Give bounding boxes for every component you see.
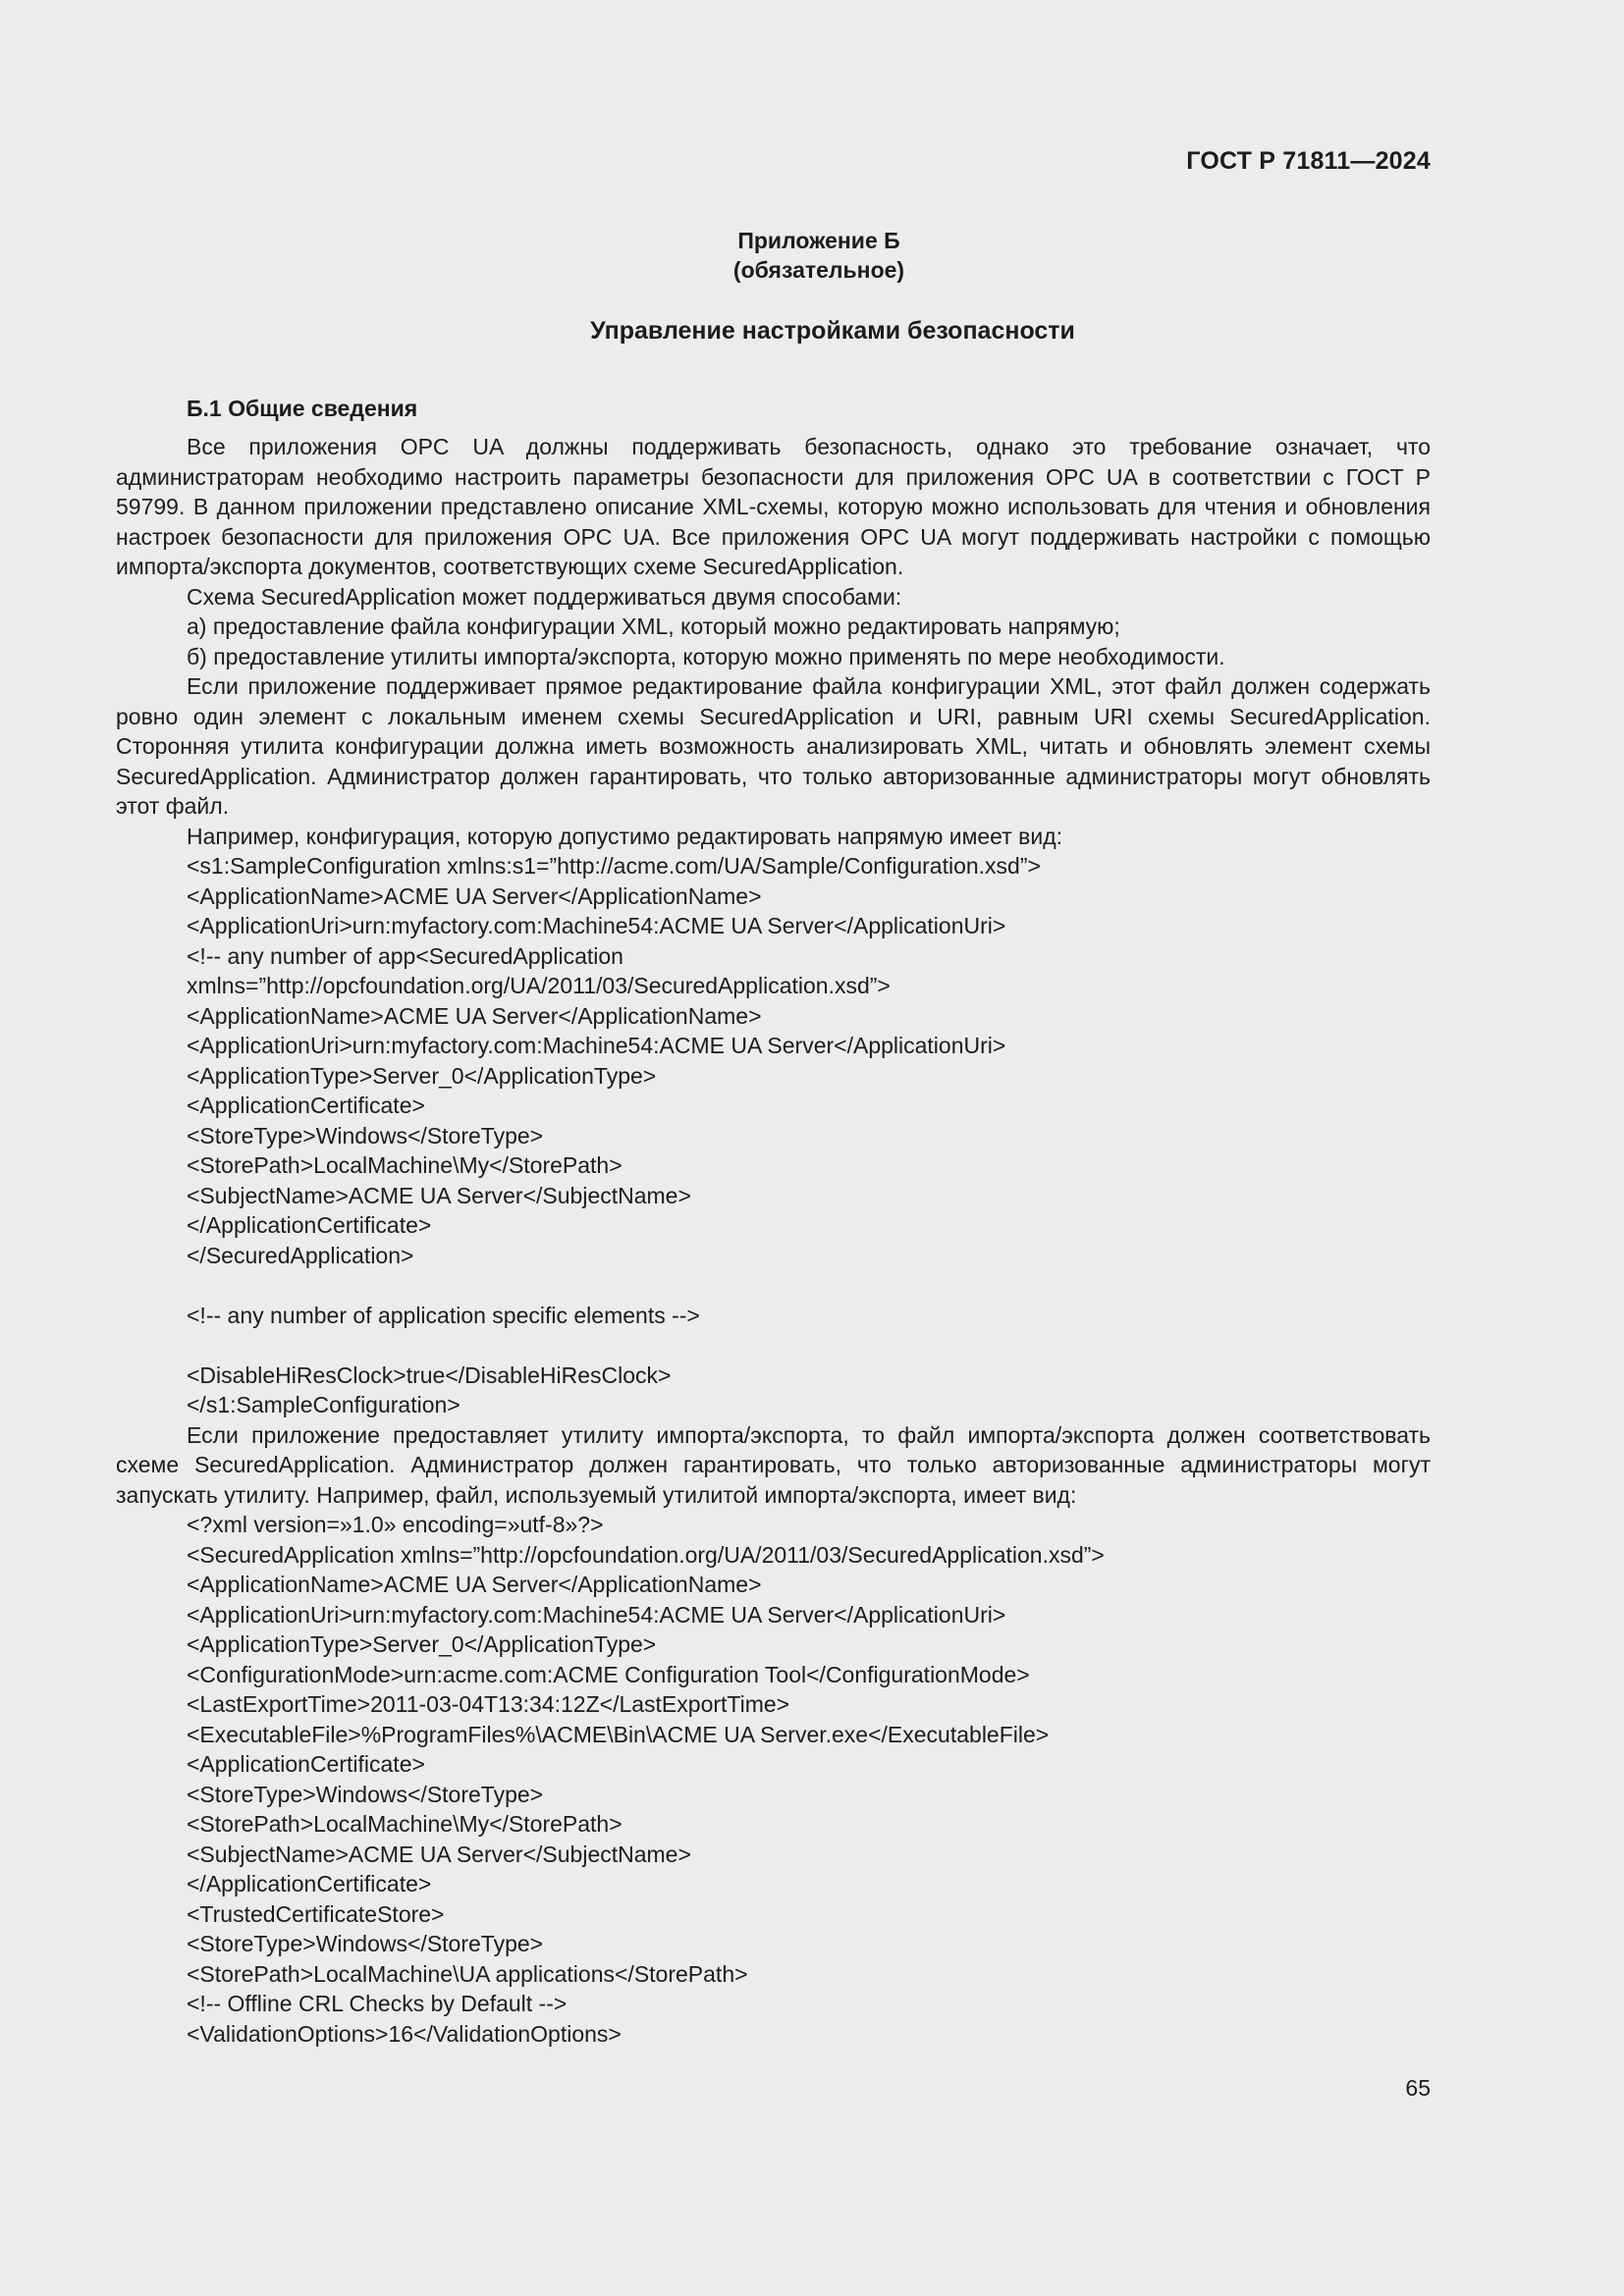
text-line: </SecuredApplication>	[187, 1242, 414, 1268]
text-line: <ApplicationType>Server_0</ApplicationType>	[187, 1631, 657, 1657]
section-title-wrap	[116, 317, 1431, 346]
blank-line	[116, 1270, 1431, 1301]
text-line: xmlns=”http://opcfoundation.org/UA/2011/03/SecuredApplication.xsd”>	[187, 973, 891, 998]
text-line: <ApplicationUri>urn:myfactory.com:Machine54:ACME UA Server</ApplicationUri>	[187, 1601, 1006, 1628]
text-line: <!-- Offline CRL Checks by Default -->	[187, 1991, 568, 2016]
text-line: а) предоставление файла конфигурации XML, который можно редактировать напрямую;	[187, 614, 1120, 639]
text-line: <ApplicationUri>urn:myfactory.com:Machine54:ACME UA Server</ApplicationUri>	[187, 913, 1006, 938]
text-line: <!-- any number of app<SecuredApplication	[187, 942, 623, 969]
subsection-title: Б.1 Общие сведения	[187, 396, 418, 421]
section-title: Управление настройками безопасности	[590, 317, 1075, 345]
text-line: <ValidationOptions>16</ValidationOptions>	[187, 2020, 622, 2047]
text-line: <ExecutableFile>%ProgramFiles%\ACME\Bin\ACME UA Server.exe</ExecutableFile>	[187, 1721, 1050, 1747]
page-number: 65	[1405, 2075, 1431, 2101]
text-line: <ApplicationName>ACME UA Server</ApplicationName>	[187, 1572, 762, 1597]
text-line: Схема SecuredApplication может поддерживаться двумя способами:	[187, 583, 902, 610]
appendix-heading	[116, 226, 1431, 285]
text-line: б) предоставление утилиты импорта/экспорта, которую можно применять по мере необходимости.	[187, 643, 1225, 669]
text-line: <ApplicationName>ACME UA Server</ApplicationName>	[187, 1002, 762, 1029]
text-line: <SecuredApplication xmlns=”http://opcfoundation.org/UA/2011/03/SecuredApplication.xsd”>	[187, 1541, 1105, 1568]
paragraph: Если приложение предоставляет утилиту импорта/экспорта, то файл импорта/экспорта должен соответствовать схеме SecuredApplication. Администратор должен гарантировать, что только авторизованные администраторы могут запускать утилиту. Например, файл, используемый утилитой импорта/экспорта, имеет вид:	[116, 1421, 1431, 1508]
blank-line	[116, 1330, 1431, 1361]
appendix-title: Приложение Б	[737, 228, 900, 253]
appendix-status: (обязательное)	[732, 257, 905, 283]
text-line: <ConfigurationMode>urn:acme.com:ACME Configuration Tool</ConfigurationMode>	[187, 1661, 1030, 1687]
text-line: <ApplicationUri>urn:myfactory.com:Machine54:ACME UA Server</ApplicationUri>	[187, 1033, 1006, 1058]
paragraph: Все приложения OPC UA должны поддерживать безопасность, однако это требование означает, что администраторам необходимо настроить параметры безопасности для приложения OPC UA в соответствии с ГОСТ Р 59799. В данном приложении представлено описание XML-схемы, которую можно использовать для чтения и обновления настроек безопасности для приложения OPC UA. Все приложения OPC UA могут поддерживать настройки с помощью импорта/экспорта документов, соответствующих схеме SecuredApplication.	[116, 434, 1431, 579]
text-line: <!-- any number of application specific elements -->	[187, 1302, 700, 1328]
paragraph: Если приложение поддерживает прямое редактирование файла конфигурации XML, этот файл должен содержать ровно один элемент с локальным именем схемы SecuredApplication и URI, равным URI схемы SecuredApplication. Сторонняя утилита конфигурации должна иметь возможность анализировать XML, читать и обновлять элемент схемы SecuredApplication. Администратор должен гарантировать, что только авторизованные администраторы могут обновлять этот файл.	[116, 673, 1431, 819]
text-line: <StoreType>Windows</StoreType>	[187, 1931, 544, 1956]
text-line: </ApplicationCertificate>	[187, 1871, 432, 1896]
text-line: <SubjectName>ACME UA Server</SubjectName>	[187, 1841, 691, 1867]
text-line: Например, конфигурация, которую допустимо редактировать напрямую имеет вид:	[187, 823, 1063, 849]
text-line: <?xml version=»1.0» encoding=»utf-8»?>	[187, 1512, 604, 1537]
text-line: <LastExportTime>2011-03-04T13:34:12Z</LastExportTime>	[187, 1691, 790, 1717]
text-line: <StoreType>Windows</StoreType>	[187, 1781, 544, 1807]
text-line: <TrustedCertificateStore>	[187, 1900, 445, 1927]
text-line: </s1:SampleConfiguration>	[187, 1392, 460, 1417]
text-line: <StorePath>LocalMachine\UA applications</StorePath>	[187, 1960, 748, 1987]
text-line: <ApplicationType>Server_0</ApplicationType>	[187, 1062, 657, 1089]
text-line: <StoreType>Windows</StoreType>	[187, 1122, 544, 1148]
text-line: <DisableHiResClock>true</DisableHiResClock>	[187, 1362, 672, 1388]
text-line: <ApplicationCertificate>	[187, 1751, 425, 1777]
body-text	[116, 432, 1431, 2049]
text-line: <ApplicationCertificate>	[187, 1093, 425, 1118]
text-line: <StorePath>LocalMachine\My</StorePath>	[187, 1152, 623, 1178]
text-line: </ApplicationCertificate>	[187, 1212, 432, 1238]
text-line: <ApplicationName>ACME UA Server</ApplicationName>	[187, 882, 762, 909]
text-line: <StorePath>LocalMachine\My</StorePath>	[187, 1811, 623, 1837]
text-line: <s1:SampleConfiguration xmlns:s1=”http://acme.com/UA/Sample/Configuration.xsd”>	[187, 853, 1041, 879]
text-line: <SubjectName>ACME UA Server</SubjectName>	[187, 1182, 691, 1208]
standard-code: ГОСТ Р 71811—2024	[1186, 147, 1431, 175]
